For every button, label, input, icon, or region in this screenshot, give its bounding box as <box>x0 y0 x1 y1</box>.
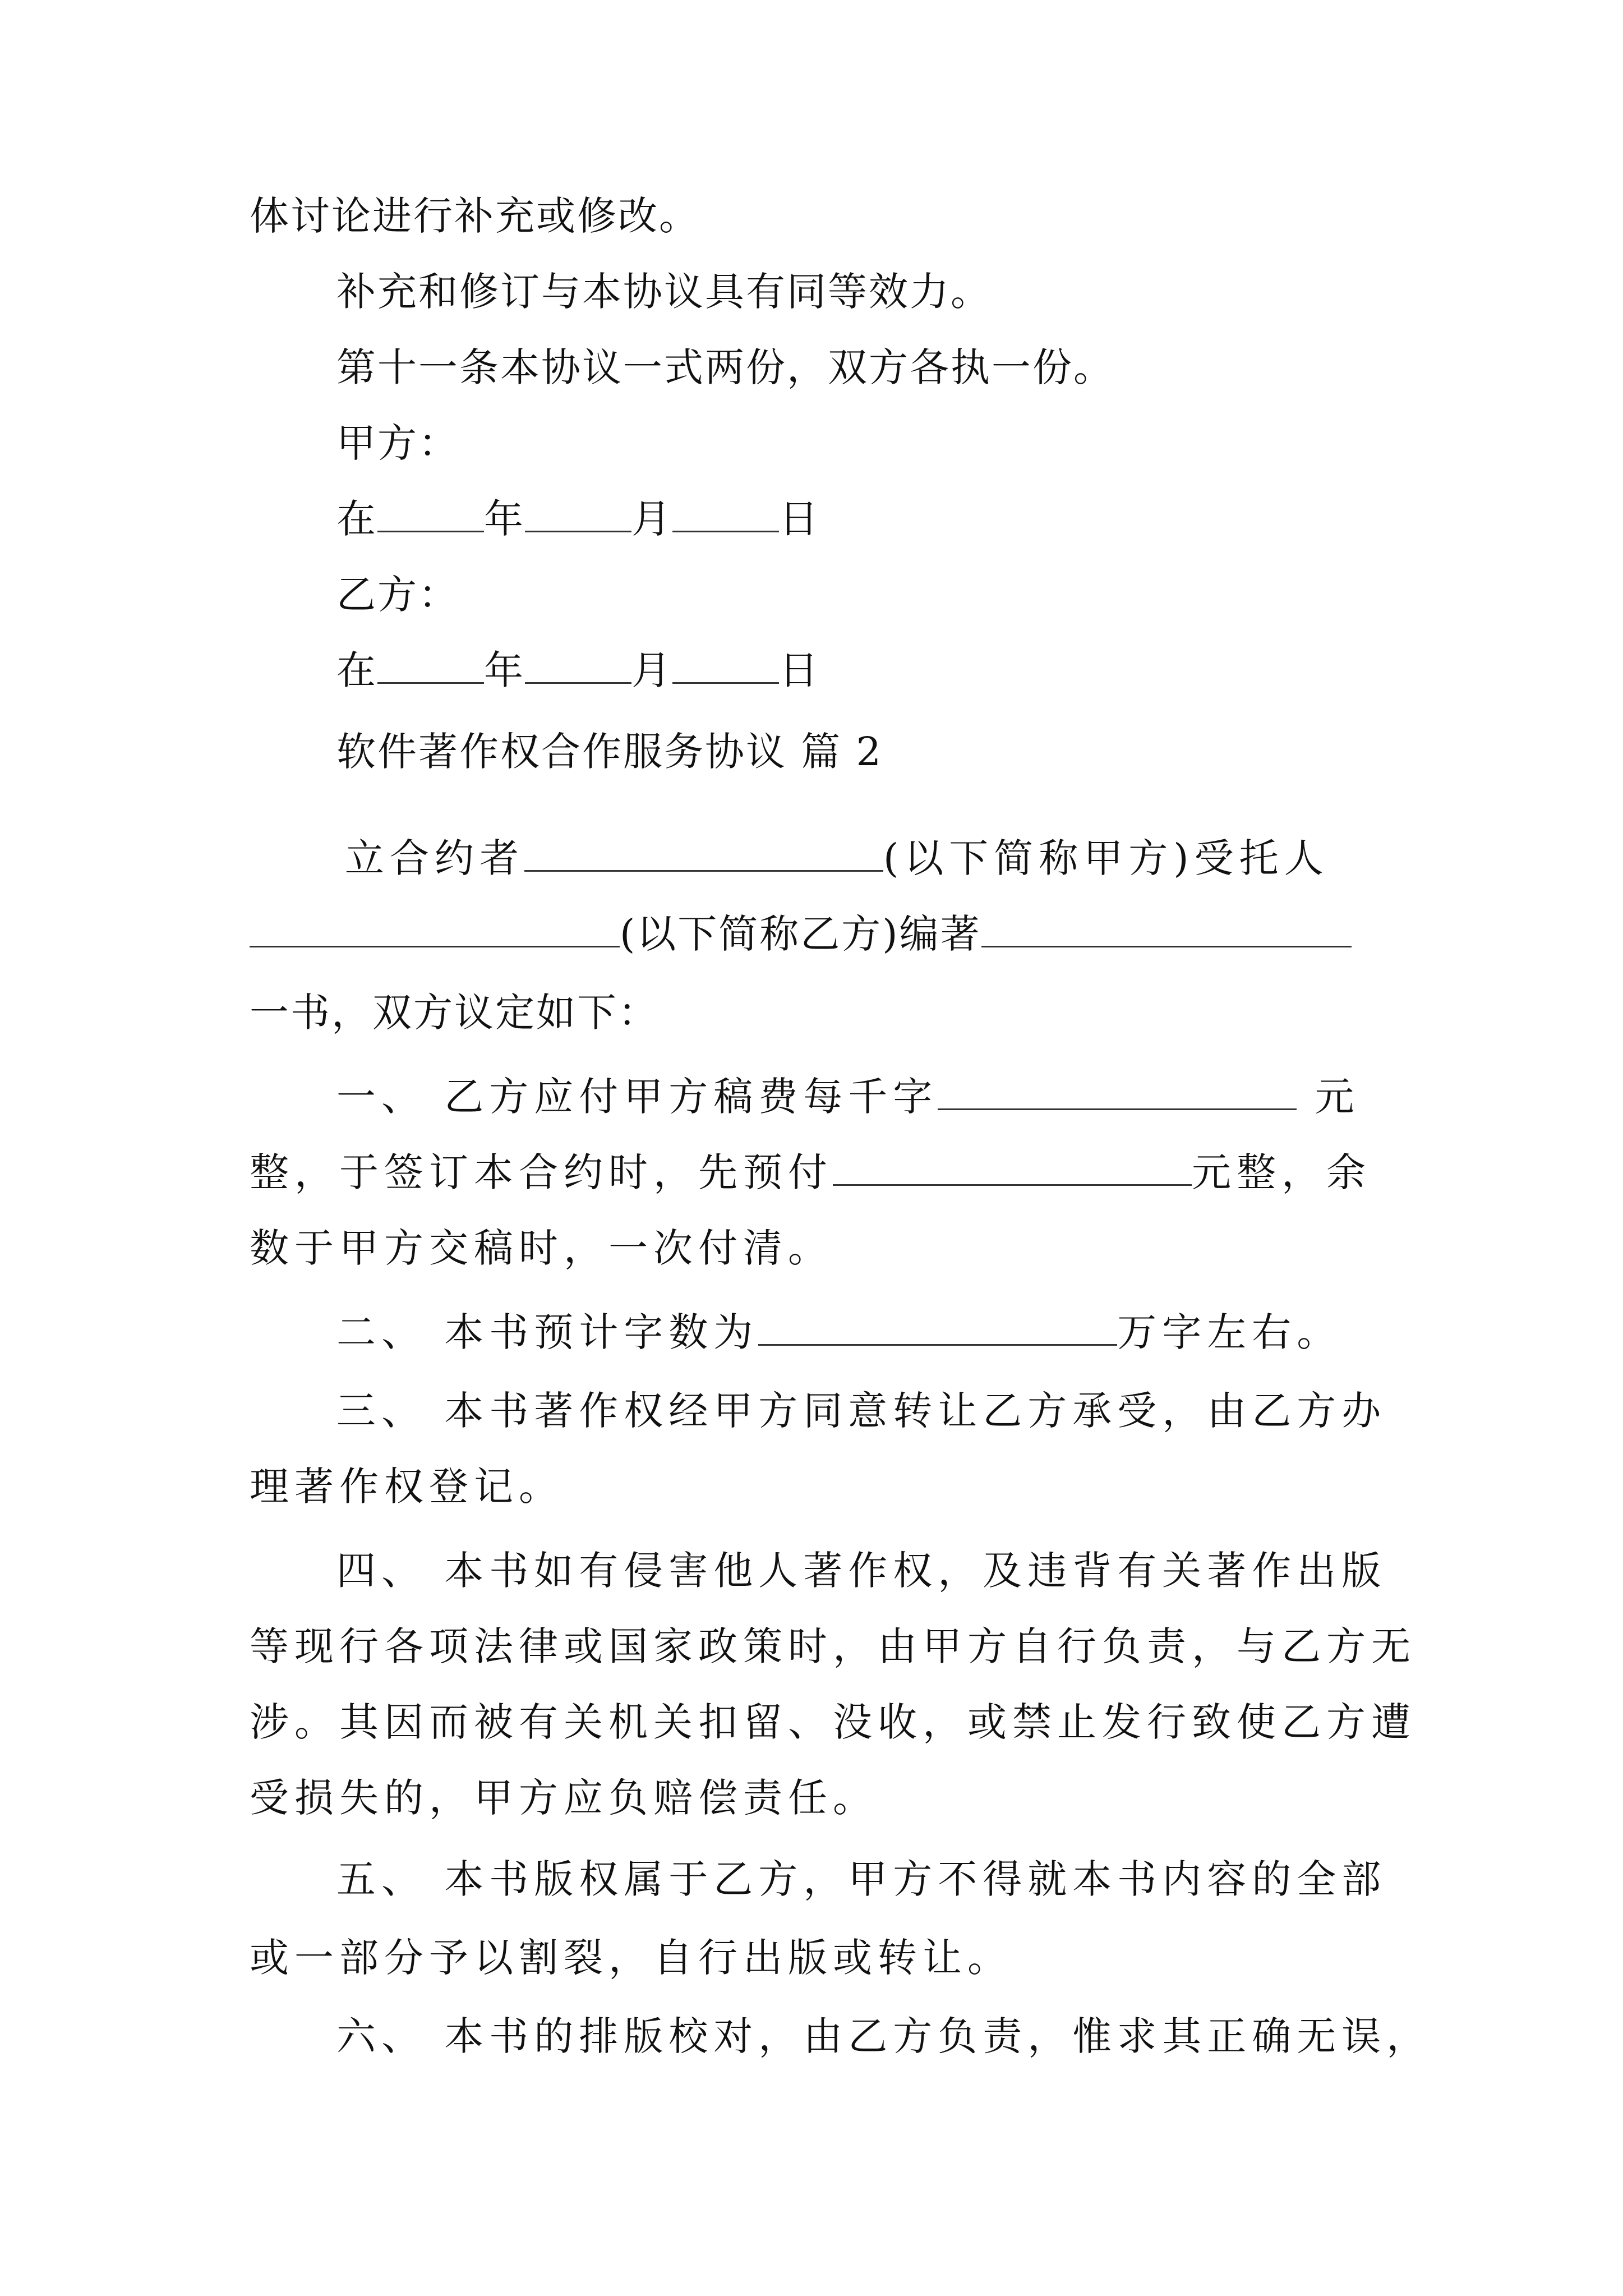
section-heading: 软件著作权合作服务协议 篇 2 <box>336 729 883 775</box>
paragraph-line: 涉。其因而被有关机关扣留、没收，或禁止发行致使乙方遭 <box>250 1699 1416 1745</box>
paragraph-line: 一书，双方议定如下： <box>250 990 659 1036</box>
paragraph-line: 三、 本书著作权经甲方同意转让乙方承受，由乙方办 <box>336 1388 1387 1434</box>
blank-field <box>250 909 620 947</box>
date-line: 在 年 月 日 <box>336 491 820 547</box>
blank-field <box>758 1307 1117 1346</box>
paragraph-line: (以下简称乙方)编著 <box>250 906 1352 962</box>
paragraph-line: 整，于签订本合约时，先预付 元整，余 <box>250 1144 1371 1200</box>
paragraph-line: 受损失的，甲方应负赔偿责任。 <box>250 1775 878 1821</box>
blank-field <box>981 909 1352 947</box>
paragraph-line: 二、 本书预计字数为 万字左右。 <box>336 1304 1341 1360</box>
paragraph-line: 第十一条本协议一式两份，双方各执一份。 <box>336 344 1114 390</box>
blank-field <box>525 494 631 532</box>
blank-field <box>524 833 883 872</box>
blank-field <box>833 1147 1192 1186</box>
paragraph-line: 理著作权登记。 <box>250 1464 564 1510</box>
paragraph-line: 一、 乙方应付甲方稿费每千字 元 <box>336 1069 1360 1125</box>
blank-field <box>525 645 631 684</box>
paragraph-line: 数于甲方交稿时，一次付清。 <box>250 1225 833 1271</box>
paragraph-line: 或一部分予以割裂，自行出版或转让。 <box>250 1935 1012 1981</box>
blank-field <box>672 494 779 532</box>
signature-party-b: 乙方： <box>336 572 459 618</box>
blank-field <box>672 645 779 684</box>
blank-field <box>377 645 484 684</box>
paragraph-line: 补充和修订与本协议具有同等效力。 <box>336 269 992 315</box>
paragraph-line: 体讨论进行补充或修改。 <box>250 193 700 239</box>
paragraph-line: 等现行各项法律或国家政策时，由甲方自行负责，与乙方无 <box>250 1623 1416 1669</box>
paragraph-line: 六、 本书的排版校对，由乙方负责，惟求其正确无误， <box>336 2013 1432 2059</box>
blank-field <box>377 494 484 532</box>
blank-field <box>938 1071 1297 1110</box>
paragraph-line: 立合约者 (以下简称甲方)受托人 <box>345 830 1329 886</box>
paragraph-line: 五、 本书版权属于乙方，甲方不得就本书内容的全部 <box>336 1856 1387 1902</box>
paragraph-line: 四、 本书如有侵害他人著作权，及违背有关著作出版 <box>336 1548 1387 1594</box>
signature-party-a: 甲方： <box>336 420 459 466</box>
date-line: 在 年 月 日 <box>336 642 820 698</box>
